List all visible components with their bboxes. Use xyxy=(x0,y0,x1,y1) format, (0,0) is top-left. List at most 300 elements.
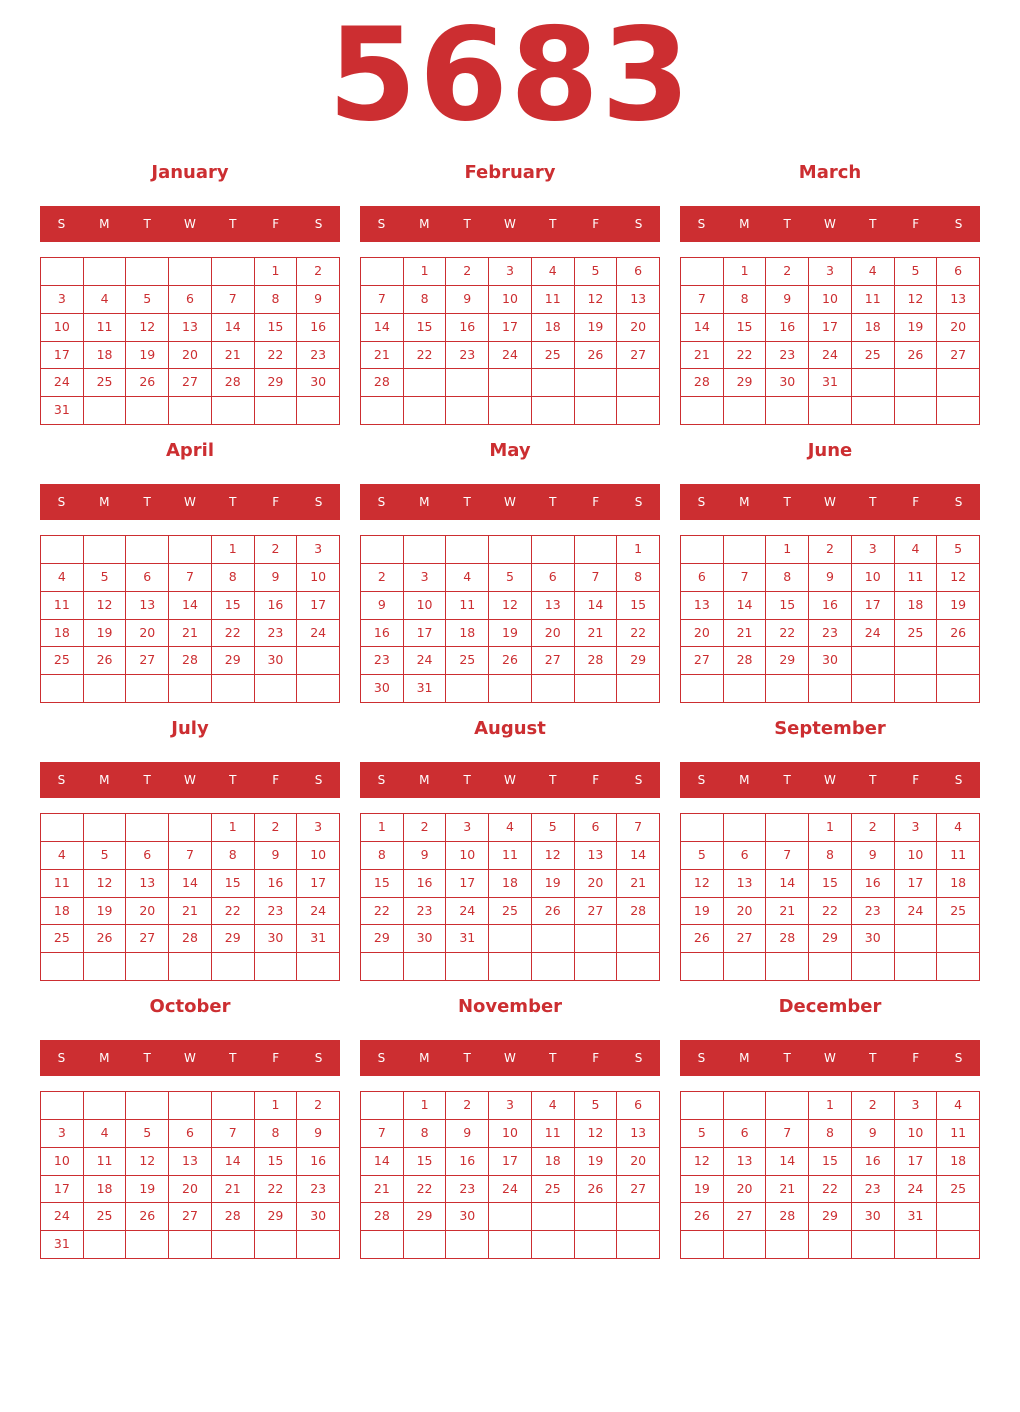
day-cell: 24 xyxy=(41,369,84,397)
day-cell: 1 xyxy=(255,1092,298,1120)
weekday-label: T xyxy=(549,1051,557,1065)
empty-day-cell xyxy=(446,1231,489,1259)
weekday-header xyxy=(360,484,660,520)
empty-day-cell xyxy=(126,953,169,981)
empty-day-cell xyxy=(681,1092,724,1120)
weekday-label: F xyxy=(272,773,280,787)
day-cell: 2 xyxy=(852,814,895,842)
day-cell: 14 xyxy=(212,1148,255,1176)
day-cell: 22 xyxy=(404,342,447,370)
day-grid xyxy=(40,257,340,425)
day-cell: 15 xyxy=(724,314,767,342)
weekday-label: T xyxy=(229,773,237,787)
day-cell: 17 xyxy=(895,870,938,898)
empty-day-cell xyxy=(489,925,532,953)
day-cell: 19 xyxy=(84,620,127,648)
empty-day-cell xyxy=(617,1231,660,1259)
day-cell: 8 xyxy=(766,564,809,592)
weekday-label: T xyxy=(143,217,151,231)
day-cell: 15 xyxy=(809,1148,852,1176)
day-cell: 27 xyxy=(937,342,980,370)
day-cell: 5 xyxy=(575,258,618,286)
day-cell: 21 xyxy=(724,620,767,648)
day-cell: 30 xyxy=(297,369,340,397)
empty-day-cell xyxy=(489,1231,532,1259)
day-cell: 11 xyxy=(41,870,84,898)
day-cell: 17 xyxy=(489,314,532,342)
day-cell: 27 xyxy=(169,369,212,397)
day-cell: 24 xyxy=(489,342,532,370)
day-cell: 14 xyxy=(617,842,660,870)
day-cell: 6 xyxy=(532,564,575,592)
empty-day-cell xyxy=(404,953,447,981)
day-cell: 13 xyxy=(617,1120,660,1148)
day-cell: 28 xyxy=(766,925,809,953)
empty-day-cell xyxy=(361,258,404,286)
day-cell: 18 xyxy=(489,870,532,898)
day-cell: 14 xyxy=(212,314,255,342)
empty-day-cell xyxy=(212,675,255,703)
weekday-header xyxy=(680,762,980,798)
day-cell: 20 xyxy=(724,898,767,926)
empty-day-cell xyxy=(84,1231,127,1259)
day-cell: 10 xyxy=(404,592,447,620)
day-cell: 25 xyxy=(489,898,532,926)
day-cell: 9 xyxy=(446,286,489,314)
weekday-label: F xyxy=(592,1051,600,1065)
empty-day-cell xyxy=(724,953,767,981)
day-grid xyxy=(360,1091,660,1259)
weekday-label: T xyxy=(783,495,791,509)
day-cell: 21 xyxy=(575,620,618,648)
day-cell: 27 xyxy=(724,1203,767,1231)
empty-day-cell xyxy=(809,397,852,425)
day-cell: 19 xyxy=(681,898,724,926)
day-cell: 6 xyxy=(617,258,660,286)
empty-day-cell xyxy=(404,1231,447,1259)
day-cell: 10 xyxy=(297,564,340,592)
weekday-label: W xyxy=(824,1051,836,1065)
empty-day-cell xyxy=(766,1231,809,1259)
day-cell: 14 xyxy=(766,1148,809,1176)
empty-day-cell xyxy=(41,1092,84,1120)
day-grid xyxy=(40,813,340,981)
day-cell: 1 xyxy=(809,814,852,842)
day-cell: 27 xyxy=(617,1176,660,1204)
empty-day-cell xyxy=(809,675,852,703)
day-cell: 10 xyxy=(41,314,84,342)
weekday-header xyxy=(360,1040,660,1076)
empty-day-cell xyxy=(297,647,340,675)
day-cell: 12 xyxy=(895,286,938,314)
day-cell: 5 xyxy=(937,536,980,564)
day-cell: 17 xyxy=(852,592,895,620)
weekday-header xyxy=(360,762,660,798)
day-cell: 29 xyxy=(361,925,404,953)
day-cell: 19 xyxy=(489,620,532,648)
empty-day-cell xyxy=(937,369,980,397)
day-cell: 14 xyxy=(724,592,767,620)
empty-day-cell xyxy=(852,397,895,425)
empty-day-cell xyxy=(126,1092,169,1120)
empty-day-cell xyxy=(895,953,938,981)
day-cell: 12 xyxy=(575,1120,618,1148)
day-cell: 24 xyxy=(297,620,340,648)
weekday-label: S xyxy=(954,773,963,787)
day-cell: 2 xyxy=(852,1092,895,1120)
day-cell: 16 xyxy=(446,1148,489,1176)
day-cell: 2 xyxy=(361,564,404,592)
day-cell: 1 xyxy=(809,1092,852,1120)
day-cell: 15 xyxy=(361,870,404,898)
empty-day-cell xyxy=(532,397,575,425)
day-cell: 18 xyxy=(852,314,895,342)
empty-day-cell xyxy=(84,953,127,981)
day-cell: 13 xyxy=(126,870,169,898)
day-cell: 25 xyxy=(852,342,895,370)
day-cell: 26 xyxy=(575,1176,618,1204)
day-cell: 10 xyxy=(895,842,938,870)
empty-day-cell xyxy=(852,675,895,703)
weekday-header xyxy=(40,762,340,798)
empty-day-cell xyxy=(255,953,298,981)
day-cell: 4 xyxy=(446,564,489,592)
weekday-label: T xyxy=(463,217,471,231)
empty-day-cell xyxy=(766,397,809,425)
day-cell: 3 xyxy=(809,258,852,286)
day-cell: 22 xyxy=(617,620,660,648)
weekday-label: S xyxy=(57,1051,66,1065)
day-cell: 21 xyxy=(169,898,212,926)
weekday-label: S xyxy=(314,1051,323,1065)
day-cell: 29 xyxy=(724,369,767,397)
day-cell: 16 xyxy=(446,314,489,342)
day-cell: 20 xyxy=(937,314,980,342)
empty-day-cell xyxy=(404,536,447,564)
weekday-label: F xyxy=(272,1051,280,1065)
empty-day-cell xyxy=(895,647,938,675)
day-cell: 15 xyxy=(212,870,255,898)
weekday-label: S xyxy=(697,773,706,787)
day-cell: 27 xyxy=(575,898,618,926)
day-cell: 9 xyxy=(446,1120,489,1148)
weekday-label: W xyxy=(504,495,516,509)
weekday-label: W xyxy=(504,773,516,787)
day-cell: 17 xyxy=(297,870,340,898)
month-name: September xyxy=(774,718,886,739)
empty-day-cell xyxy=(895,925,938,953)
day-cell: 6 xyxy=(126,564,169,592)
day-cell: 19 xyxy=(895,314,938,342)
empty-day-cell xyxy=(895,397,938,425)
empty-day-cell xyxy=(809,1231,852,1259)
day-cell: 18 xyxy=(84,1176,127,1204)
day-cell: 16 xyxy=(297,314,340,342)
empty-day-cell xyxy=(84,675,127,703)
day-cell: 16 xyxy=(852,870,895,898)
day-cell: 29 xyxy=(212,925,255,953)
weekday-label: T xyxy=(869,495,877,509)
empty-day-cell xyxy=(169,814,212,842)
day-cell: 31 xyxy=(809,369,852,397)
weekday-label: W xyxy=(504,217,516,231)
empty-day-cell xyxy=(724,1092,767,1120)
day-cell: 21 xyxy=(212,1176,255,1204)
day-cell: 30 xyxy=(766,369,809,397)
day-cell: 16 xyxy=(766,314,809,342)
empty-day-cell xyxy=(169,675,212,703)
day-grid xyxy=(360,813,660,981)
day-cell: 25 xyxy=(84,369,127,397)
day-cell: 18 xyxy=(41,620,84,648)
day-cell: 7 xyxy=(617,814,660,842)
day-cell: 4 xyxy=(84,1120,127,1148)
day-cell: 20 xyxy=(126,898,169,926)
day-cell: 25 xyxy=(532,1176,575,1204)
empty-day-cell xyxy=(446,953,489,981)
weekday-label: F xyxy=(912,773,920,787)
empty-day-cell xyxy=(361,536,404,564)
day-cell: 7 xyxy=(361,1120,404,1148)
day-cell: 1 xyxy=(255,258,298,286)
day-cell: 26 xyxy=(681,1203,724,1231)
weekday-label: T xyxy=(549,773,557,787)
day-cell: 12 xyxy=(126,1148,169,1176)
day-cell: 12 xyxy=(84,592,127,620)
day-cell: 12 xyxy=(575,286,618,314)
weekday-label: S xyxy=(377,217,386,231)
empty-day-cell xyxy=(575,1231,618,1259)
day-cell: 26 xyxy=(126,1203,169,1231)
day-cell: 5 xyxy=(895,258,938,286)
day-cell: 3 xyxy=(489,258,532,286)
day-cell: 11 xyxy=(937,1120,980,1148)
day-cell: 24 xyxy=(41,1203,84,1231)
day-cell: 17 xyxy=(41,342,84,370)
day-cell: 20 xyxy=(169,1176,212,1204)
day-cell: 16 xyxy=(255,592,298,620)
day-cell: 6 xyxy=(937,258,980,286)
day-cell: 10 xyxy=(809,286,852,314)
weekday-label: S xyxy=(634,495,643,509)
empty-day-cell xyxy=(766,675,809,703)
weekday-label: W xyxy=(184,217,196,231)
month-name: July xyxy=(171,718,209,739)
empty-day-cell xyxy=(446,675,489,703)
weekday-label: M xyxy=(419,217,430,231)
weekday-label: T xyxy=(143,495,151,509)
day-cell: 14 xyxy=(361,1148,404,1176)
empty-day-cell xyxy=(41,536,84,564)
empty-day-cell xyxy=(617,369,660,397)
empty-day-cell xyxy=(404,369,447,397)
day-cell: 21 xyxy=(361,1176,404,1204)
empty-day-cell xyxy=(895,675,938,703)
day-cell: 22 xyxy=(255,1176,298,1204)
empty-day-cell xyxy=(575,675,618,703)
day-cell: 9 xyxy=(852,1120,895,1148)
day-cell: 9 xyxy=(255,842,298,870)
empty-day-cell xyxy=(681,675,724,703)
empty-day-cell xyxy=(532,953,575,981)
empty-day-cell xyxy=(681,953,724,981)
day-cell: 19 xyxy=(681,1176,724,1204)
day-cell: 24 xyxy=(895,1176,938,1204)
weekday-label: T xyxy=(549,217,557,231)
day-cell: 30 xyxy=(255,647,298,675)
day-cell: 18 xyxy=(446,620,489,648)
day-cell: 4 xyxy=(852,258,895,286)
day-cell: 22 xyxy=(724,342,767,370)
day-cell: 19 xyxy=(937,592,980,620)
day-grid xyxy=(680,535,980,703)
weekday-label: M xyxy=(419,773,430,787)
day-cell: 3 xyxy=(852,536,895,564)
day-cell: 15 xyxy=(255,1148,298,1176)
day-cell: 21 xyxy=(169,620,212,648)
empty-day-cell xyxy=(212,1092,255,1120)
month-name: March xyxy=(798,162,862,183)
day-cell: 17 xyxy=(404,620,447,648)
day-cell: 29 xyxy=(809,925,852,953)
empty-day-cell xyxy=(489,675,532,703)
month-name: August xyxy=(474,718,546,739)
empty-day-cell xyxy=(126,675,169,703)
empty-day-cell xyxy=(489,536,532,564)
weekday-label: T xyxy=(869,217,877,231)
empty-day-cell xyxy=(724,536,767,564)
day-cell: 28 xyxy=(169,647,212,675)
weekday-label: S xyxy=(954,495,963,509)
calendar-year-title: 5683 xyxy=(327,1,693,150)
empty-day-cell xyxy=(575,953,618,981)
day-cell: 12 xyxy=(937,564,980,592)
day-cell: 29 xyxy=(809,1203,852,1231)
weekday-label: W xyxy=(184,495,196,509)
day-cell: 28 xyxy=(617,898,660,926)
empty-day-cell xyxy=(681,397,724,425)
weekday-label: T xyxy=(229,495,237,509)
day-cell: 3 xyxy=(446,814,489,842)
day-cell: 23 xyxy=(809,620,852,648)
empty-day-cell xyxy=(169,536,212,564)
day-cell: 26 xyxy=(126,369,169,397)
day-cell: 1 xyxy=(212,814,255,842)
day-cell: 21 xyxy=(766,1176,809,1204)
day-cell: 16 xyxy=(297,1148,340,1176)
day-cell: 8 xyxy=(724,286,767,314)
day-cell: 1 xyxy=(212,536,255,564)
empty-day-cell xyxy=(852,647,895,675)
day-cell: 11 xyxy=(84,1148,127,1176)
empty-day-cell xyxy=(895,1231,938,1259)
empty-day-cell xyxy=(489,369,532,397)
day-cell: 20 xyxy=(126,620,169,648)
weekday-label: S xyxy=(57,495,66,509)
empty-day-cell xyxy=(361,953,404,981)
day-cell: 25 xyxy=(532,342,575,370)
day-cell: 9 xyxy=(809,564,852,592)
day-cell: 25 xyxy=(84,1203,127,1231)
day-cell: 15 xyxy=(255,314,298,342)
day-cell: 15 xyxy=(404,314,447,342)
day-cell: 15 xyxy=(766,592,809,620)
weekday-label: T xyxy=(143,1051,151,1065)
empty-day-cell xyxy=(361,397,404,425)
weekday-label: F xyxy=(912,217,920,231)
day-cell: 25 xyxy=(41,647,84,675)
day-cell: 27 xyxy=(169,1203,212,1231)
day-cell: 18 xyxy=(937,1148,980,1176)
day-cell: 28 xyxy=(212,1203,255,1231)
day-cell: 22 xyxy=(212,898,255,926)
day-cell: 15 xyxy=(212,592,255,620)
day-cell: 11 xyxy=(84,314,127,342)
day-cell: 15 xyxy=(617,592,660,620)
empty-day-cell xyxy=(617,675,660,703)
day-cell: 14 xyxy=(575,592,618,620)
day-cell: 7 xyxy=(169,564,212,592)
weekday-label: T xyxy=(463,773,471,787)
day-cell: 26 xyxy=(489,647,532,675)
weekday-label: M xyxy=(99,1051,110,1065)
day-cell: 21 xyxy=(617,870,660,898)
empty-day-cell xyxy=(169,258,212,286)
day-cell: 13 xyxy=(724,870,767,898)
empty-day-cell xyxy=(724,397,767,425)
weekday-label: S xyxy=(954,217,963,231)
empty-day-cell xyxy=(766,814,809,842)
day-cell: 23 xyxy=(297,1176,340,1204)
day-cell: 5 xyxy=(84,564,127,592)
day-cell: 11 xyxy=(41,592,84,620)
day-cell: 7 xyxy=(169,842,212,870)
weekday-header xyxy=(40,1040,340,1076)
empty-day-cell xyxy=(212,953,255,981)
day-cell: 12 xyxy=(681,1148,724,1176)
day-cell: 2 xyxy=(297,258,340,286)
day-cell: 3 xyxy=(489,1092,532,1120)
day-cell: 20 xyxy=(617,314,660,342)
day-cell: 11 xyxy=(446,592,489,620)
day-cell: 10 xyxy=(852,564,895,592)
weekday-label: T xyxy=(463,495,471,509)
day-cell: 15 xyxy=(404,1148,447,1176)
day-cell: 12 xyxy=(681,870,724,898)
day-cell: 31 xyxy=(41,1231,84,1259)
weekday-header xyxy=(680,206,980,242)
day-cell: 20 xyxy=(681,620,724,648)
day-cell: 11 xyxy=(532,1120,575,1148)
day-cell: 21 xyxy=(212,342,255,370)
day-cell: 25 xyxy=(937,1176,980,1204)
day-cell: 16 xyxy=(255,870,298,898)
weekday-header xyxy=(40,484,340,520)
day-cell: 31 xyxy=(895,1203,938,1231)
weekday-label: W xyxy=(184,773,196,787)
day-grid xyxy=(680,257,980,425)
day-cell: 9 xyxy=(404,842,447,870)
day-cell: 4 xyxy=(41,564,84,592)
day-cell: 8 xyxy=(212,564,255,592)
empty-day-cell xyxy=(532,675,575,703)
day-cell: 2 xyxy=(255,536,298,564)
day-cell: 10 xyxy=(895,1120,938,1148)
day-cell: 6 xyxy=(169,1120,212,1148)
empty-day-cell xyxy=(575,536,618,564)
day-cell: 27 xyxy=(126,925,169,953)
weekday-label: S xyxy=(377,495,386,509)
